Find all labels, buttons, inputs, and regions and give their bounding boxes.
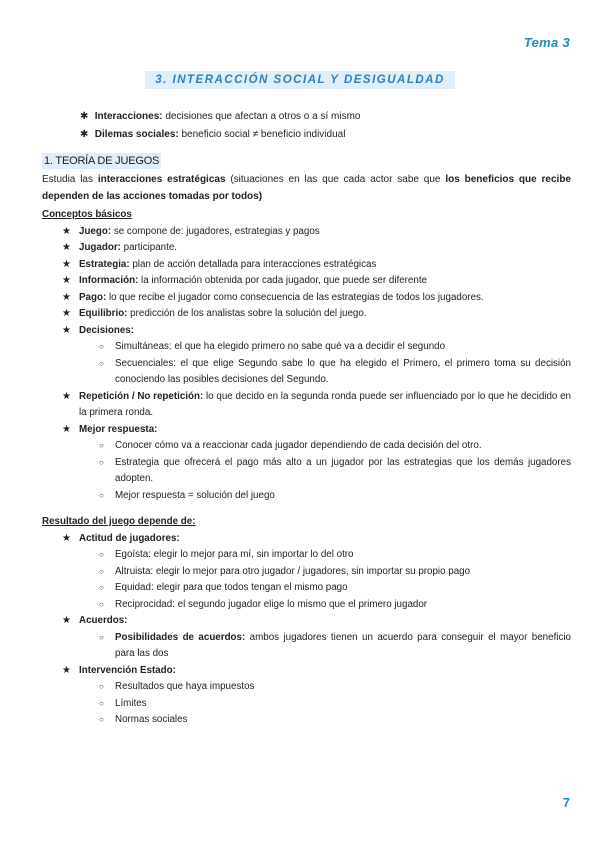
sub-term: Simultáneas: bbox=[115, 341, 172, 352]
sub-text: Normas sociales bbox=[115, 714, 188, 725]
list-item bbox=[42, 613, 571, 630]
sub-list-item bbox=[42, 580, 571, 597]
circle-bullet-icon: ○ bbox=[99, 583, 104, 592]
list-item bbox=[42, 422, 571, 439]
circle-bullet-icon: ○ bbox=[99, 358, 104, 368]
intro-term: Dilemas sociales: bbox=[94, 129, 179, 140]
item-text: predicción de los analistas sobre la solución del juego. bbox=[127, 308, 367, 319]
item-term: Equilibrio: bbox=[79, 308, 128, 319]
sub-text: Límites bbox=[115, 697, 147, 709]
page-title: 3. INTERACCIÓN SOCIAL Y DESIGUALDAD bbox=[145, 71, 455, 89]
circle-bullet-icon: ○ bbox=[99, 457, 104, 467]
circle-bullet-icon: ○ bbox=[99, 342, 104, 351]
list-item bbox=[42, 240, 571, 257]
star-icon: ★ bbox=[62, 615, 71, 626]
circle-bullet-icon: ○ bbox=[99, 632, 104, 642]
section-heading: 1. TEORÍA DE JUEGOS bbox=[44, 155, 160, 167]
list-item bbox=[42, 389, 571, 422]
sub-text: elegir lo mejor para otro jugador / jugadores, sin importar su propio pago bbox=[153, 565, 471, 577]
item-term: Estrategia: bbox=[79, 258, 130, 270]
star-icon: ★ bbox=[62, 423, 71, 435]
list-item bbox=[42, 290, 571, 307]
item-term: Repetición / No repetición: bbox=[79, 390, 204, 402]
sub-list-item bbox=[42, 339, 571, 356]
sub-list-item bbox=[42, 696, 571, 713]
sub-term: Altruista: bbox=[115, 565, 154, 577]
list-item bbox=[42, 257, 571, 274]
sub-text: Estrategia que ofrecerá el pago más alto a un jugador por las estrategias que los demás jugadores adopten. bbox=[115, 456, 571, 484]
sub-list-item bbox=[42, 455, 571, 488]
circle-bullet-icon: ○ bbox=[99, 682, 104, 691]
asterisk-icon: ✱ bbox=[80, 111, 89, 122]
sub-term: Posibilidades de acuerdos: bbox=[115, 631, 246, 643]
circle-bullet-icon: ○ bbox=[99, 490, 104, 500]
intro-item bbox=[80, 108, 360, 126]
resultado-heading: Resultado del juego depende de: bbox=[42, 516, 196, 527]
star-icon: ★ bbox=[62, 225, 71, 237]
item-term: Intervención Estado: bbox=[79, 664, 176, 676]
list-item bbox=[42, 224, 571, 241]
intro-text: decisiones que afectan a otros o a sí mismo bbox=[162, 111, 361, 122]
list-item bbox=[42, 323, 571, 340]
circle-bullet-icon: ○ bbox=[99, 698, 104, 708]
item-text: la información obtenida por cada jugador, que puede ser diferente bbox=[138, 275, 427, 286]
sub-text: el que ha elegido primero no sabe qué va a decidir el segundo bbox=[171, 341, 446, 352]
sub-text: Resultados que haya impuestos bbox=[115, 681, 255, 692]
sub-list-item bbox=[42, 438, 571, 455]
item-term: Acuerdos: bbox=[79, 615, 128, 626]
sub-text: elegir lo mejor para mí, sin importar lo del otro bbox=[150, 549, 354, 560]
conceptos-section bbox=[42, 207, 571, 504]
item-term: Decisiones: bbox=[79, 324, 134, 336]
circle-bullet-icon: ○ bbox=[99, 550, 104, 559]
conceptos-heading: Conceptos básicos bbox=[42, 209, 132, 220]
sub-term: Secuenciales: bbox=[115, 357, 176, 369]
section-intro bbox=[42, 172, 571, 205]
sub-text: el que elige Segundo sabe lo que ha elegido el Primero, el primero toma su decisión conociendo las posibles decisiones del Segundo. bbox=[115, 357, 571, 385]
star-icon: ★ bbox=[62, 291, 71, 303]
star-icon: ★ bbox=[62, 242, 71, 253]
star-icon: ★ bbox=[62, 324, 71, 336]
chapter-tag: Tema 3 bbox=[523, 35, 570, 50]
circle-bullet-icon: ○ bbox=[99, 441, 104, 450]
list-item bbox=[42, 663, 571, 680]
title-wrap bbox=[0, 70, 600, 89]
list-item bbox=[42, 531, 571, 548]
star-icon: ★ bbox=[62, 275, 71, 286]
asterisk-icon: ✱ bbox=[80, 129, 89, 140]
sub-term: Equidad: bbox=[115, 582, 154, 593]
list-item bbox=[42, 306, 571, 323]
sub-list-item bbox=[42, 564, 571, 581]
sub-text: el segundo jugador elige lo mismo que el primero jugador bbox=[174, 598, 428, 610]
item-term: Información: bbox=[79, 275, 139, 286]
item-term: Mejor respuesta: bbox=[79, 423, 158, 435]
resultado-section bbox=[42, 514, 571, 729]
item-text: lo que recibe el jugador como consecuencia de las estrategias de todos los jugadores. bbox=[106, 291, 484, 303]
page-number: 7 bbox=[562, 795, 570, 810]
sub-text: Mejor respuesta = solución del juego bbox=[115, 489, 275, 501]
item-text: lo que decido en la segunda ronda puede ser influenciado por lo que he decidido en la primera ronda. bbox=[79, 390, 571, 418]
item-text: participante. bbox=[120, 242, 178, 253]
sub-term: Egoísta: bbox=[115, 549, 151, 560]
star-icon: ★ bbox=[62, 308, 71, 319]
sub-text: Conocer cómo va a reaccionar cada jugador dependiendo de cada decisión del otro. bbox=[115, 440, 482, 451]
item-text: plan de acción detallada para interacciones estratégicas bbox=[129, 258, 377, 270]
sub-list-item bbox=[42, 597, 571, 614]
intro-term: Interacciones: bbox=[94, 111, 163, 122]
circle-bullet-icon: ○ bbox=[99, 715, 104, 724]
intro-bold: los beneficios que recibe dependen de las acciones tomadas por todos) bbox=[42, 174, 571, 202]
item-term: Actitud de jugadores: bbox=[79, 532, 180, 544]
item-term: Juego: bbox=[79, 225, 112, 237]
intro-fragment: (situaciones en las que cada actor sabe que bbox=[225, 174, 446, 185]
sub-list-item bbox=[42, 547, 571, 564]
circle-bullet-icon: ○ bbox=[99, 599, 104, 609]
sub-list-item bbox=[42, 679, 571, 696]
star-icon: ★ bbox=[62, 258, 71, 270]
star-icon: ★ bbox=[62, 664, 71, 676]
list-item bbox=[42, 273, 571, 290]
sub-term: Reciprocidad: bbox=[115, 598, 175, 610]
item-term: Pago: bbox=[79, 291, 107, 303]
intro-fragment: Estudia las bbox=[42, 174, 98, 185]
sub-text: elegir para que todos tengan el mismo pago bbox=[153, 582, 348, 593]
item-text: se compone de: jugadores, estrategias y pagos bbox=[111, 225, 320, 237]
star-icon: ★ bbox=[62, 532, 71, 544]
circle-bullet-icon: ○ bbox=[99, 566, 104, 576]
intro-item bbox=[80, 126, 360, 144]
intro-text: beneficio social ≠ beneficio individual bbox=[178, 129, 346, 140]
sub-list-item bbox=[42, 630, 571, 663]
item-term: Jugador: bbox=[79, 242, 121, 253]
sub-list-item bbox=[42, 712, 571, 729]
sub-list-item bbox=[42, 356, 571, 389]
star-icon: ★ bbox=[62, 390, 71, 402]
intro-list bbox=[80, 108, 360, 144]
sub-list-item bbox=[42, 488, 571, 505]
sub-text: ambos jugadores tienen un acuerdo para conseguir el mayor beneficio para las dos bbox=[115, 631, 571, 659]
intro-bold: interacciones estratégicas bbox=[97, 174, 226, 185]
